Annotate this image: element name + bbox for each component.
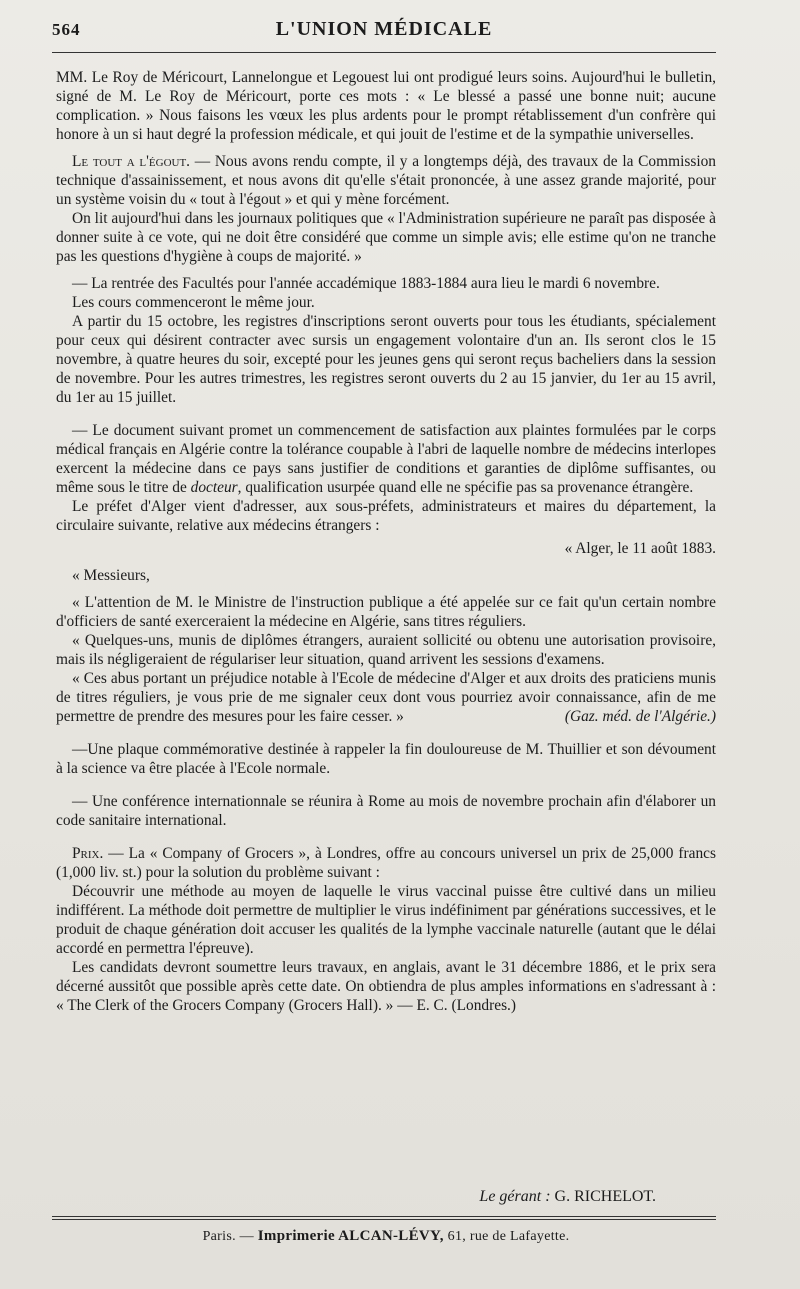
paragraph-text: , qualification usurpée quand elle ne spécifie pas sa provenance étrangère.	[237, 479, 694, 496]
paragraph: Le préfet d'Alger vient d'adresser, aux sous-préfets, administrateurs et maires du département, la circulaire suivante, relative aux médecins étrangers :	[56, 498, 716, 534]
footer-rule	[52, 1216, 716, 1217]
paragraph: — La rentrée des Facultés pour l'année accadémique 1883-1884 aura lieu le mardi 6 novembre.	[72, 275, 660, 292]
article-body	[56, 68, 716, 1015]
paragraph-text: — Le document suivant promet un commencement de satisfaction aux plaintes formulées par le corps médical français en Algérie contre la tolérance coupable à l'abri de laquelle nombre de médecins interlopes exercent la médecine dans ce pays sans justifier de conditions et garanties de diplôme suffisantes, ou même sous le titre de	[56, 422, 716, 496]
paragraph	[56, 152, 716, 209]
page-header	[52, 18, 716, 48]
paragraph: On lit aujourd'hui dans les journaux politiques que « l'Administration supérieure ne paraît pas disposée à donner suite à ce vote, qui ne doit être considéré que comme un simple avis; elle estime qu'on ne tranche pas les questions d'hygiène à coups de majorité. »	[56, 210, 716, 265]
paragraph: — Une conférence internationnale se réunira à Rome au mois de novembre prochain afin d'élaborer un code sanitaire international.	[56, 793, 716, 829]
manager-label: Le gérant :	[479, 1188, 551, 1205]
paragraph: Les cours commenceront le même jour.	[72, 294, 315, 311]
footer-rule-thin	[52, 1219, 716, 1220]
manager-name: G. RICHELOT.	[554, 1188, 656, 1205]
paragraph-text: — Nous avons rendu compte, il y a longtemps déjà, des travaux de la Commission technique d'assainissement, et nous avons dit qu'elle s'était prononcée, à une assez grande majorité, pour un système voisin du « tout à l'égout » et qui y mène forcément.	[56, 153, 716, 208]
section-lead: Prix.	[72, 845, 104, 862]
paragraph	[56, 421, 716, 497]
paragraph: —Une plaque commémorative destinée à rappeler la fin douloureuse de M. Thuillier et son dévoument à la science va être placée à l'Ecole normale.	[56, 741, 716, 777]
printer-address: 61, rue de Lafayette.	[447, 1229, 570, 1244]
printer-name: Imprimerie ALCAN-LÉVY,	[257, 1228, 444, 1244]
journal-title: L'UNION MÉDICALE	[275, 18, 493, 40]
section-lead: Le tout a l'égout.	[72, 153, 191, 170]
header-rule	[52, 52, 716, 53]
paragraph: « Ces abus portant un préjudice notable à l'Ecole de médecine d'Alger et aux droits des praticiens munis de titres réguliers, je vous prie de me signaler ceux dont vous pourriez avoir connaissance, afin de me permettre de prendre des mesures pour les faire cesser. »	[56, 670, 716, 725]
paragraph: A partir du 15 octobre, les registres d'inscriptions seront ouverts pour tous les étudiants, spécialement pour ceux qui désirent contracter avec sursis un engagement volontaire d'un an. Ils seront clos le 15 novembre, à quatre heures du soir, excepté pour les jeunes gens qui seront reçus bacheliers dans la session de novembre. Pour les autres trimestres, les registres seront ouverts du 2 au 15 janvier, du 1er au 15 avril, du 1er au 15 juillet.	[56, 313, 716, 406]
paragraph: Découvrir une méthode au moyen de laquelle le virus vaccinal puisse être cultivé dans un milieu indifférent. La méthode doit permettre de multiplier le virus indéfiniment par générations successives, et le produit de chaque génération doit accuser les qualités de la lymphe vaccinale naturelle (autant que le délai accordé en permettra l'épreuve).	[56, 883, 716, 957]
page-number: 564	[52, 20, 81, 39]
printer-line	[56, 1228, 716, 1245]
paragraph: « Quelques-uns, munis de diplômes étrangers, auraient sollicité ou obtenu une autorisation provisoire, mais ils négligeraient de régulariser leur situation, quand arrivent les sessions d'examens.	[56, 632, 716, 668]
manager-signature	[56, 1188, 656, 1206]
letter-salutation: « Messieurs,	[72, 567, 150, 584]
citation-source: (Gaz. méd. de l'Algérie.)	[564, 708, 716, 725]
paragraph: Les candidats devront soumettre leurs travaux, en anglais, avant le 31 décembre 1886, et le prix sera décerné aussitôt que possible après cette date. On obtiendra de plus amples informations en s'adressant à : « The Clerk of the Grocers Company (Grocers Hall). » — E. C. (Londres.)	[56, 959, 716, 1014]
paragraph	[56, 844, 716, 882]
letter-date: « Alger, le 11 août 1883.	[564, 540, 716, 557]
italic-term: docteur	[190, 479, 238, 496]
paragraph-text: — La « Company of Grocers », à Londres, offre au concours universel un prix de 25,000 francs (1,000 liv. st.) pour la solution du problème suivant :	[56, 845, 716, 881]
printer-city: Paris. —	[202, 1229, 254, 1244]
paragraph: « L'attention de M. le Ministre de l'instruction publique a été appelée sur ce fait qu'un certain nombre d'officiers de santé exerceraient la médecine en Algérie, sans titres réguliers.	[56, 594, 716, 630]
paragraph: MM. Le Roy de Méricourt, Lannelongue et Legouest lui ont prodigué leurs soins. Aujourd'hui le bulletin, signé de M. Le Roy de Méricourt, porte ces mots : « Le blessé a passé une bonne nuit; aucune complication. » Nous faisons les vœux les plus ardents pour le prompt rétablissement d'un confrère qui honore à un si haut degré la profession médicale, et qui jouit de l'estime et de la sympathie universelles.	[56, 69, 716, 143]
